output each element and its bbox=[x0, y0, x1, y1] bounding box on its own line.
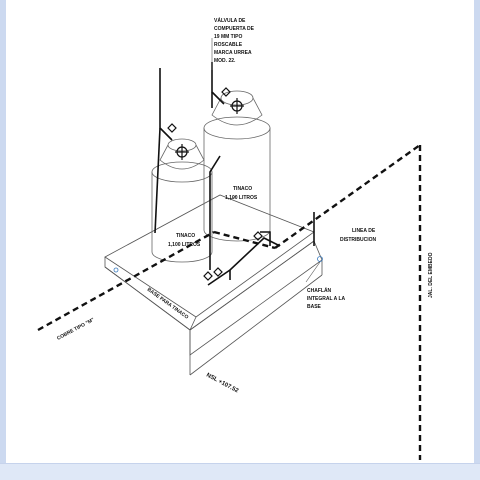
level-label: NSL +107.52 bbox=[205, 372, 240, 395]
tank-1-label bbox=[168, 233, 201, 248]
tank-1-label-line-2: 1,100 LITROS bbox=[168, 242, 201, 248]
valve-callout bbox=[214, 17, 255, 64]
valve-label-line-1: VÁLVULA DE bbox=[214, 18, 246, 24]
chamfer-label-line-3: BASE bbox=[307, 304, 321, 310]
copper-pipe-label: COBRE TIPO "M" bbox=[56, 317, 96, 342]
valve-label-line-3: 19 MM TIPO bbox=[214, 34, 243, 40]
tank-2-label bbox=[225, 186, 258, 201]
valve-label-line-6: MOD. 22. bbox=[214, 58, 236, 64]
distribution-label-line-1: LINEA DE bbox=[352, 228, 376, 234]
distribution-label bbox=[340, 228, 377, 243]
tank-2-label-line-1: TINACO bbox=[233, 186, 253, 192]
valve-label-line-5: MARCA URREA bbox=[214, 50, 252, 56]
base-label: BASE PARA TINACO bbox=[145, 286, 190, 321]
valve-label-line-4: ROSCABLE bbox=[214, 42, 243, 48]
wall-label: JAL. DEL EMBEDO bbox=[428, 252, 434, 298]
tank-2-label-line-2: 1,100 LITROS bbox=[225, 195, 258, 201]
valve-label-line-2: COMPUERTA DE bbox=[214, 26, 254, 32]
distribution-label-line-2: DISTRIBUCION bbox=[340, 237, 377, 243]
chamfer-label bbox=[307, 287, 346, 310]
chamfer-label-line-2: INTEGRAL A LA bbox=[307, 296, 346, 302]
tank-base bbox=[105, 195, 322, 375]
chamfer-label-line-1: CHAFLÁN bbox=[307, 288, 332, 294]
tank-1-label-line-1: TINACO bbox=[176, 233, 196, 239]
